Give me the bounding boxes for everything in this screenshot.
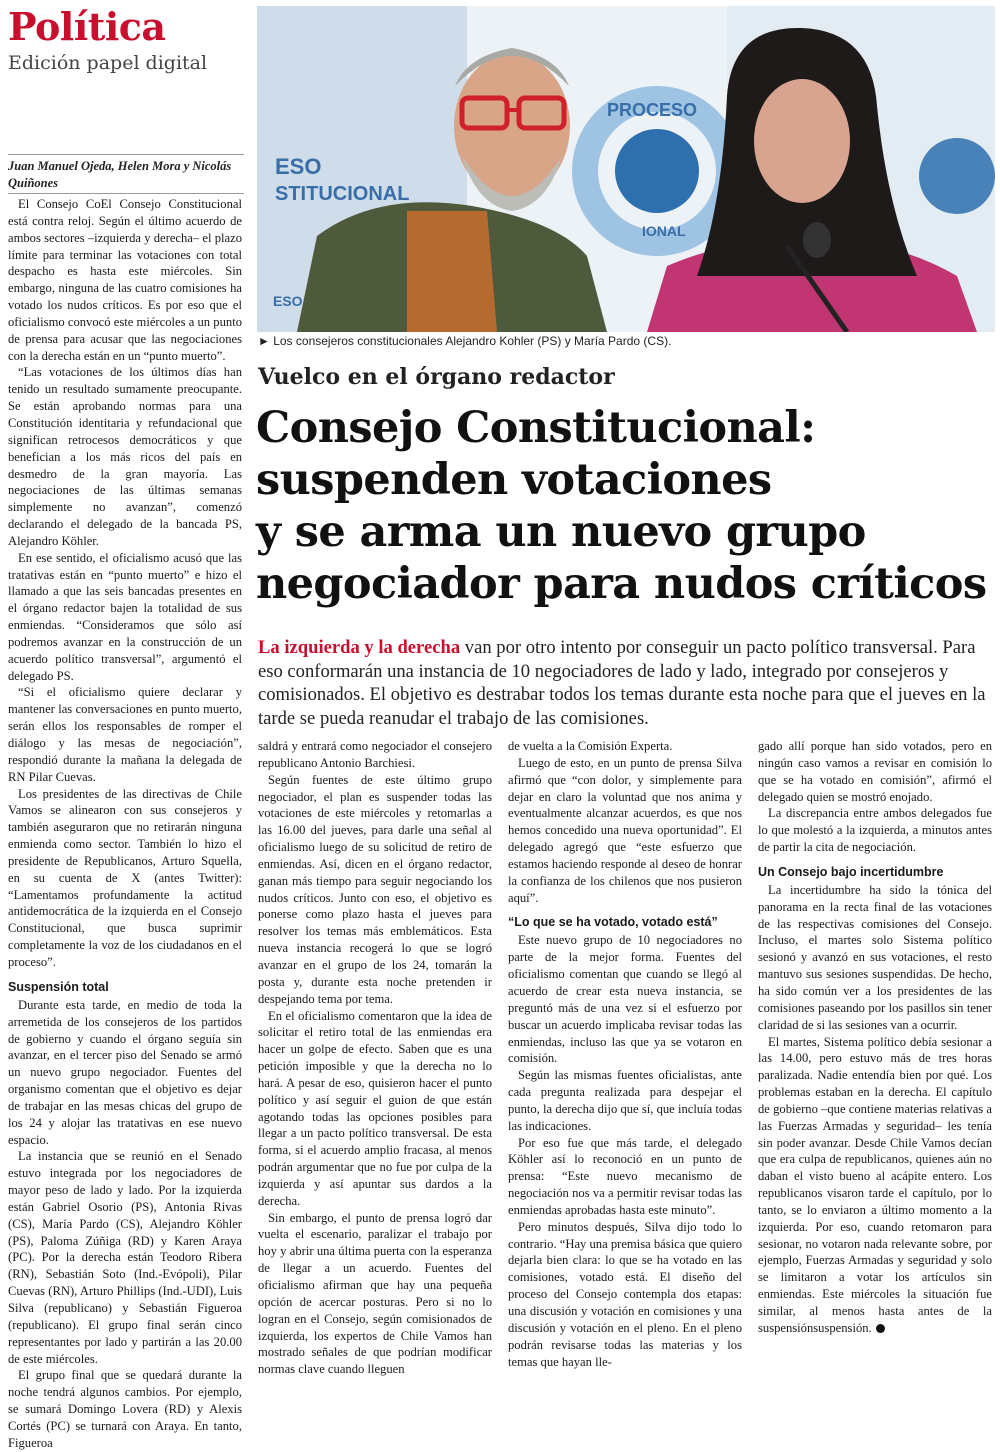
headline-line: suspenden votaciones	[256, 455, 772, 505]
photo-illustration	[257, 6, 995, 332]
paragraph: La discrepancia entre ambos delegados fue lo que molestó a la izquierda, a minutos antes de partir la cita de negociación.	[758, 806, 992, 855]
edition-label: Edición papel digital	[8, 52, 208, 74]
paragraph: gado allí porque han sido votados, pero en ningún caso vamos a revisar en comisión lo que se ha votado en comisión”, afirmó el delegado quien se mostró enojado.	[758, 739, 992, 804]
section-title: Política	[8, 4, 166, 49]
headline-line: Consejo Constitucional:	[256, 403, 816, 453]
paragraph: En el oficialismo comentaron que la idea de solicitar el retiro total de las enmiendas era hacer un golpe de efecto. Saben que es una petición imposible y que la derecha no lo hará. A pesar de eso, quisieron hacer el punto político y así seguir el guion de que están agotando todas las opciones posibles para llegar a un pacto político transversal. De esta forma, si el acuerdo amplio fracasa, al menos podrán argumentar que no fue por culpa de la izquierda y así apuntar sus dardos a la derecha.	[258, 1008, 492, 1208]
paragraph: Los presidentes de las directivas de Chile Vamos se alinearon con sus consejeros y también aseguraron que no retirarán ninguna enmienda como sector. También lo hizo el presidente de Republicanos, Arturo Squella, en su cuenta de X (antes Twitter): “Lamentamos profundamente la actitud antidemocrática de la izquierda en el Consejo Constitucional, que busca suprimir completamente la voz de los ciudadanos en el proceso”.	[8, 786, 242, 969]
paragraph: Según las mismas fuentes oficialistas, ante cada pregunta realizada para despejar el punto, la derecha dijo que sí, que incluía todas las indicaciones.	[508, 1068, 742, 1133]
lead-paragraph	[258, 636, 994, 730]
body-column-1	[8, 196, 242, 1452]
headline-line: negociador para nudos críticos	[256, 559, 987, 609]
section-header	[8, 6, 207, 74]
paragraph: Según fuentes de este último grupo negociador, el plan es suspender todas las votaciones de este miércoles y retomarlas a las 16.00 del jueves, para darle una señal al oficialismo luego de su solicitud de retiro de enmiendas. Así, dicen en el órgano redactor, ganan más tiempo para seguir negociando los nudos críticos. Junto con eso, el objetivo es ponerse como plazo hasta el jueves para resolver los temas más emblemáticos. Esta nueva instancia recogerá lo que se logró avanzar en el grupo de los 24, tomarán la posta y, durante esta noche pretenden ir despejando tema por tema.	[258, 772, 492, 1006]
paragraph: La instancia que se reunió en el Senado estuvo integrada por los negociadores de mayor peso de lado y lado. Por la izquierda están Gabriel Osorio (PS), Antonia Rivas (CS), María Pardo (CS), Alejandro Köhler (PS), Paloma Zúñiga (RD) y Karen Araya (PC). Por la derecha están Teodoro Ribera (RN), Sebastián Soto (Ind.-Evópoli), Pilar Cuevas (RN), Arturo Phillips (Ind.-UDI), Luis Silva (republicano) y Sebastián Figueroa (republicano). El grupo final serán cinco representantes por lado y partirán a las 20.00 de este miércoles.	[8, 1149, 242, 1366]
lead-highlight: La izquierda y la derecha	[258, 637, 461, 658]
paragraph: En ese sentido, el oficialismo acusó que las tratativas están en “punto muerto” e hizo el llamado a que las seis bancadas presentes en el órgano redactor bajen la totalidad de sus enmiendas. “Consideramos que sólo así podremos avanzar en la construcción de un acuerdo político transversal”, argumentó el delegado PS.	[8, 550, 242, 683]
paragraph: saldrá y entrará como negociador el consejero republicano Antonio Barchiesi.	[258, 739, 492, 770]
paragraph: “Las votaciones de los últimos días han tenido un resultado sumamente preocupante. Se están aprobando normas para una Constitución identitaria y refundacional que significan retrocesos democráticos y que benefician a los más ricos del país en desmedro de la gran mayoría. Las negociaciones de las últimas semanas simplemente no avanzan”, comenzó declarando el delegado de la bancada PS, Alejandro Köhler.	[8, 365, 242, 548]
paragraph: La incertidumbre ha sido la tónica del panorama en la recta final de las votaciones de las respectivas comisiones del Consejo. Incluso, el martes solo Sistema político sesionó y avanzó en sus votaciones, el resto mantuvo sus sesiones suspendidas. De hecho, ha sido común ver a los presidentes de las comisiones paseando por los pasillos sin tener claridad de si las sesiones van a ocurrir.	[758, 882, 992, 1032]
paragraph: El grupo final que se quedará durante la noche tendrá algunos cambios. Por ejemplo, se sumará Domingo Lovera (RD) y Alexis Cortés (PC) se turnará con Araya. En tanto, Figueroa	[8, 1368, 242, 1450]
article-photo	[257, 6, 995, 332]
paragraph: “Si el oficialismo quiere declarar y mantener las conversaciones en punto muerto, serán ellos los responsables de romper el diálogo y las mesas de negociación”, respondió durante la mañana la delegada de RN Pilar Cuevas.	[8, 685, 242, 784]
paragraph: Por eso fue que más tarde, el delegado Köhler así lo reconoció en un punto de prensa: “Este nuevo mecanismo de negociación nos va a permitir revisar todas las enmiendas aprobadas hasta este minuto”.	[508, 1135, 742, 1217]
headline-line: y se arma un nuevo grupo	[256, 507, 866, 557]
body-column-2	[258, 738, 492, 1378]
paragraph: de vuelta a la Comisión Experta.	[508, 739, 673, 753]
subheading: “Lo que se ha votado, votado está”	[508, 915, 718, 930]
paragraph: Durante esta tarde, en medio de toda la arremetida de los consejeros de los partidos de gobierno y cuando el órgano seguía sin avanzar, en el tercer piso del Senado se armó un nuevo grupo negociador. Fuentes del organismo comentan que el objetivo es dejar de trabajar en las mesas chicas del grupo de los 24 y alojar las tratativas en ese nuevo espacio.	[8, 997, 242, 1147]
paragraph: Sin embargo, el punto de prensa logró dar vuelta el escenario, paralizar el trabajo por hoy y abrir una última puerta con la esperanza de llegar a un acuerdo. Fuentes del oficialismo afirman que hay una pequeña opción de acercar posturas. Pero si no lo logran en el Consejo, según comisionados de izquierda, los expertos de Chile Vamos han mostrado señales de que podrían modificar normas clave cuando lleguen	[258, 1210, 492, 1377]
backdrop-text: STITUCIONAL	[275, 183, 410, 205]
body-column-3	[508, 738, 742, 1370]
end-mark-icon	[876, 1324, 885, 1333]
headline	[256, 402, 996, 610]
subheading: Suspensión total	[8, 979, 109, 994]
kicker: Vuelco en el órgano redactor	[258, 364, 615, 390]
lead-text: van por otro intento por conseguir un pacto político transversal. Para eso conformarán una instancia de 10 negociadores de lado y lado, integrado por consejeros y comisionados. El objetivo es destrabar todos los temas durante esta noche para que el jueves en la tarde se pueda reanudar el trabajo de las comisiones.	[258, 637, 986, 729]
paragraph-text: El martes, Sistema político debía sesionar a las 14.00, pero estuvo más de tres horas paralizada. Nadie entendía bien por qué. Los problemas estaban en la derecha. El capítulo de gobierno –que contiene materias relativas a las Fuerzas Armadas y seguridad– les tenía sin poder avanzar. Desde Chile Vamos decían que era culpa de republicanos, quienes aún no daban el visto bueno al acápite entero. Los republicanos visaron tarde el capítulo, por lo tanto, se lo enviaron a último momento a la izquierda. Por eso, cuando retomaron para sesionar, no votaron nada relevante sobre, por ejemplo, Fuerzas Armadas y seguridad y solo se limitaron a votar los artículos sin enmiendas. Este miércoles la situación fue similar, al menos hasta antes de la suspensiónsuspensión.	[758, 1034, 992, 1335]
paragraph: Luego de esto, en un punto de prensa Silva afirmó que “con dolor, y simplemente para dejar en claro la voluntad que nos anima y eventualmente alcanzar acuerdos, es que nos hemos concedido una nueva oportunidad”. El delegado agregó que “este esfuerzo que estamos haciendo responde al deseo de honrar la confianza de los chilenos que nos pusieron aquí”.	[508, 755, 742, 905]
paragraph	[758, 1034, 992, 1337]
byline: Juan Manuel Ojeda, Helen Mora y Nicolás Quiñones	[8, 159, 232, 190]
backdrop-text: IONAL	[642, 223, 686, 239]
divider	[8, 154, 244, 155]
backdrop-text: ESO	[275, 154, 322, 179]
subheading: Un Consejo bajo incertidumbre	[758, 864, 944, 879]
paragraph: El Consejo CoEl Consejo Constitucional está contra reloj. Según el último acuerdo de ambos sectores –izquierda y derecha– el plazo límite para terminar las votaciones con total despacho es hasta este miércoles. Sin embargo, ninguna de las cuatro comisiones ha votado los nudos críticos. Es por eso que el oficialismo convocó este miércoles a un punto de prensa para acusar que las negociaciones con la derecha están en un “punto muerto”.	[8, 197, 242, 363]
photo-caption: ► Los consejeros constitucionales Alejandro Kohler (PS) y María Pardo (CS).	[258, 334, 672, 348]
paragraph: Pero minutos después, Silva dijo todo lo contrario. “Hay una premisa básica que quiero dejarla bien clara: lo que se ha votado en las comisiones, votado está. El diseño del proceso del Consejo contempla dos etapas: una discusión y votación en comisiones y una discusión y votación en el pleno. En el pleno podrán revisarse todas las materias y los temas que hayan lle-	[508, 1219, 742, 1369]
paragraph: Este nuevo grupo de 10 negociadores no parte de la mejor forma. Fuentes del oficialismo comentan que cuando se llegó al acuerdo de crear esta nueva instancia, se preguntó más de una vez si el esfuerzo por buscar un acuerdo implicaba revisar todas las enmiendas, incluso las que ya se votaron en comisión.	[508, 933, 742, 1066]
backdrop-text: ESO	[273, 293, 303, 309]
body-column-4	[758, 738, 992, 1337]
divider	[8, 193, 244, 194]
backdrop-text: PROCESO	[607, 100, 698, 120]
